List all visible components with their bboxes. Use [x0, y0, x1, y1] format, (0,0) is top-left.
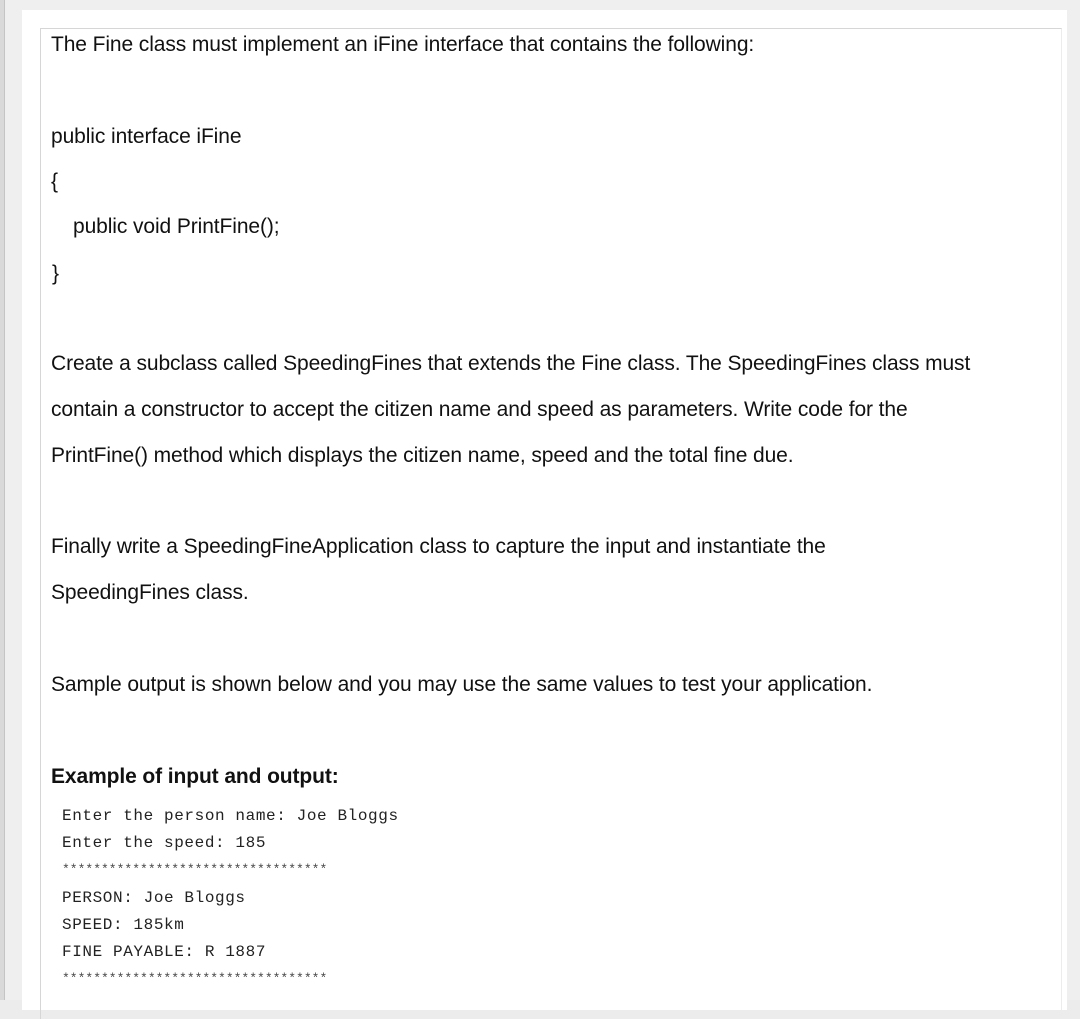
left-edge [0, 0, 5, 1000]
paragraph-subclass-line-1: Create a subclass called SpeedingFines that extends the Fine class. The SpeedingFines class must [51, 352, 971, 375]
code-method-line: public void PrintFine(); [73, 215, 280, 238]
console-input-name: Enter the person name: Joe Bloggs [62, 807, 399, 825]
code-open-brace: { [51, 170, 58, 193]
paragraph-application-line-2: SpeedingFines class. [51, 581, 249, 604]
paragraph-subclass-line-2: contain a constructor to accept the citizen name and speed as parameters. Write code for the [51, 398, 908, 421]
paragraph-subclass-line-3: PrintFine() method which displays the citizen name, speed and the total fine due. [51, 444, 794, 467]
console-input-speed: Enter the speed: 185 [62, 834, 267, 852]
console-separator-top: ********************************** [62, 862, 328, 877]
console-fine: FINE PAYABLE: R 1887 [62, 943, 267, 961]
code-interface-line: public interface iFine [51, 125, 242, 148]
console-person: PERSON: Joe Bloggs [62, 889, 246, 907]
code-close-brace: } [52, 262, 59, 285]
console-separator-bottom: ********************************** [62, 971, 328, 986]
console-speed: SPEED: 185km [62, 916, 185, 934]
intro-text: The Fine class must implement an iFine interface that contains the following: [51, 33, 755, 56]
document-sheet [22, 10, 1067, 1010]
paragraph-application-line-1: Finally write a SpeedingFineApplication class to capture the input and instantiate the [51, 535, 826, 558]
sample-note: Sample output is shown below and you may use the same values to test your application. [51, 673, 873, 696]
example-heading: Example of input and output: [51, 765, 339, 788]
